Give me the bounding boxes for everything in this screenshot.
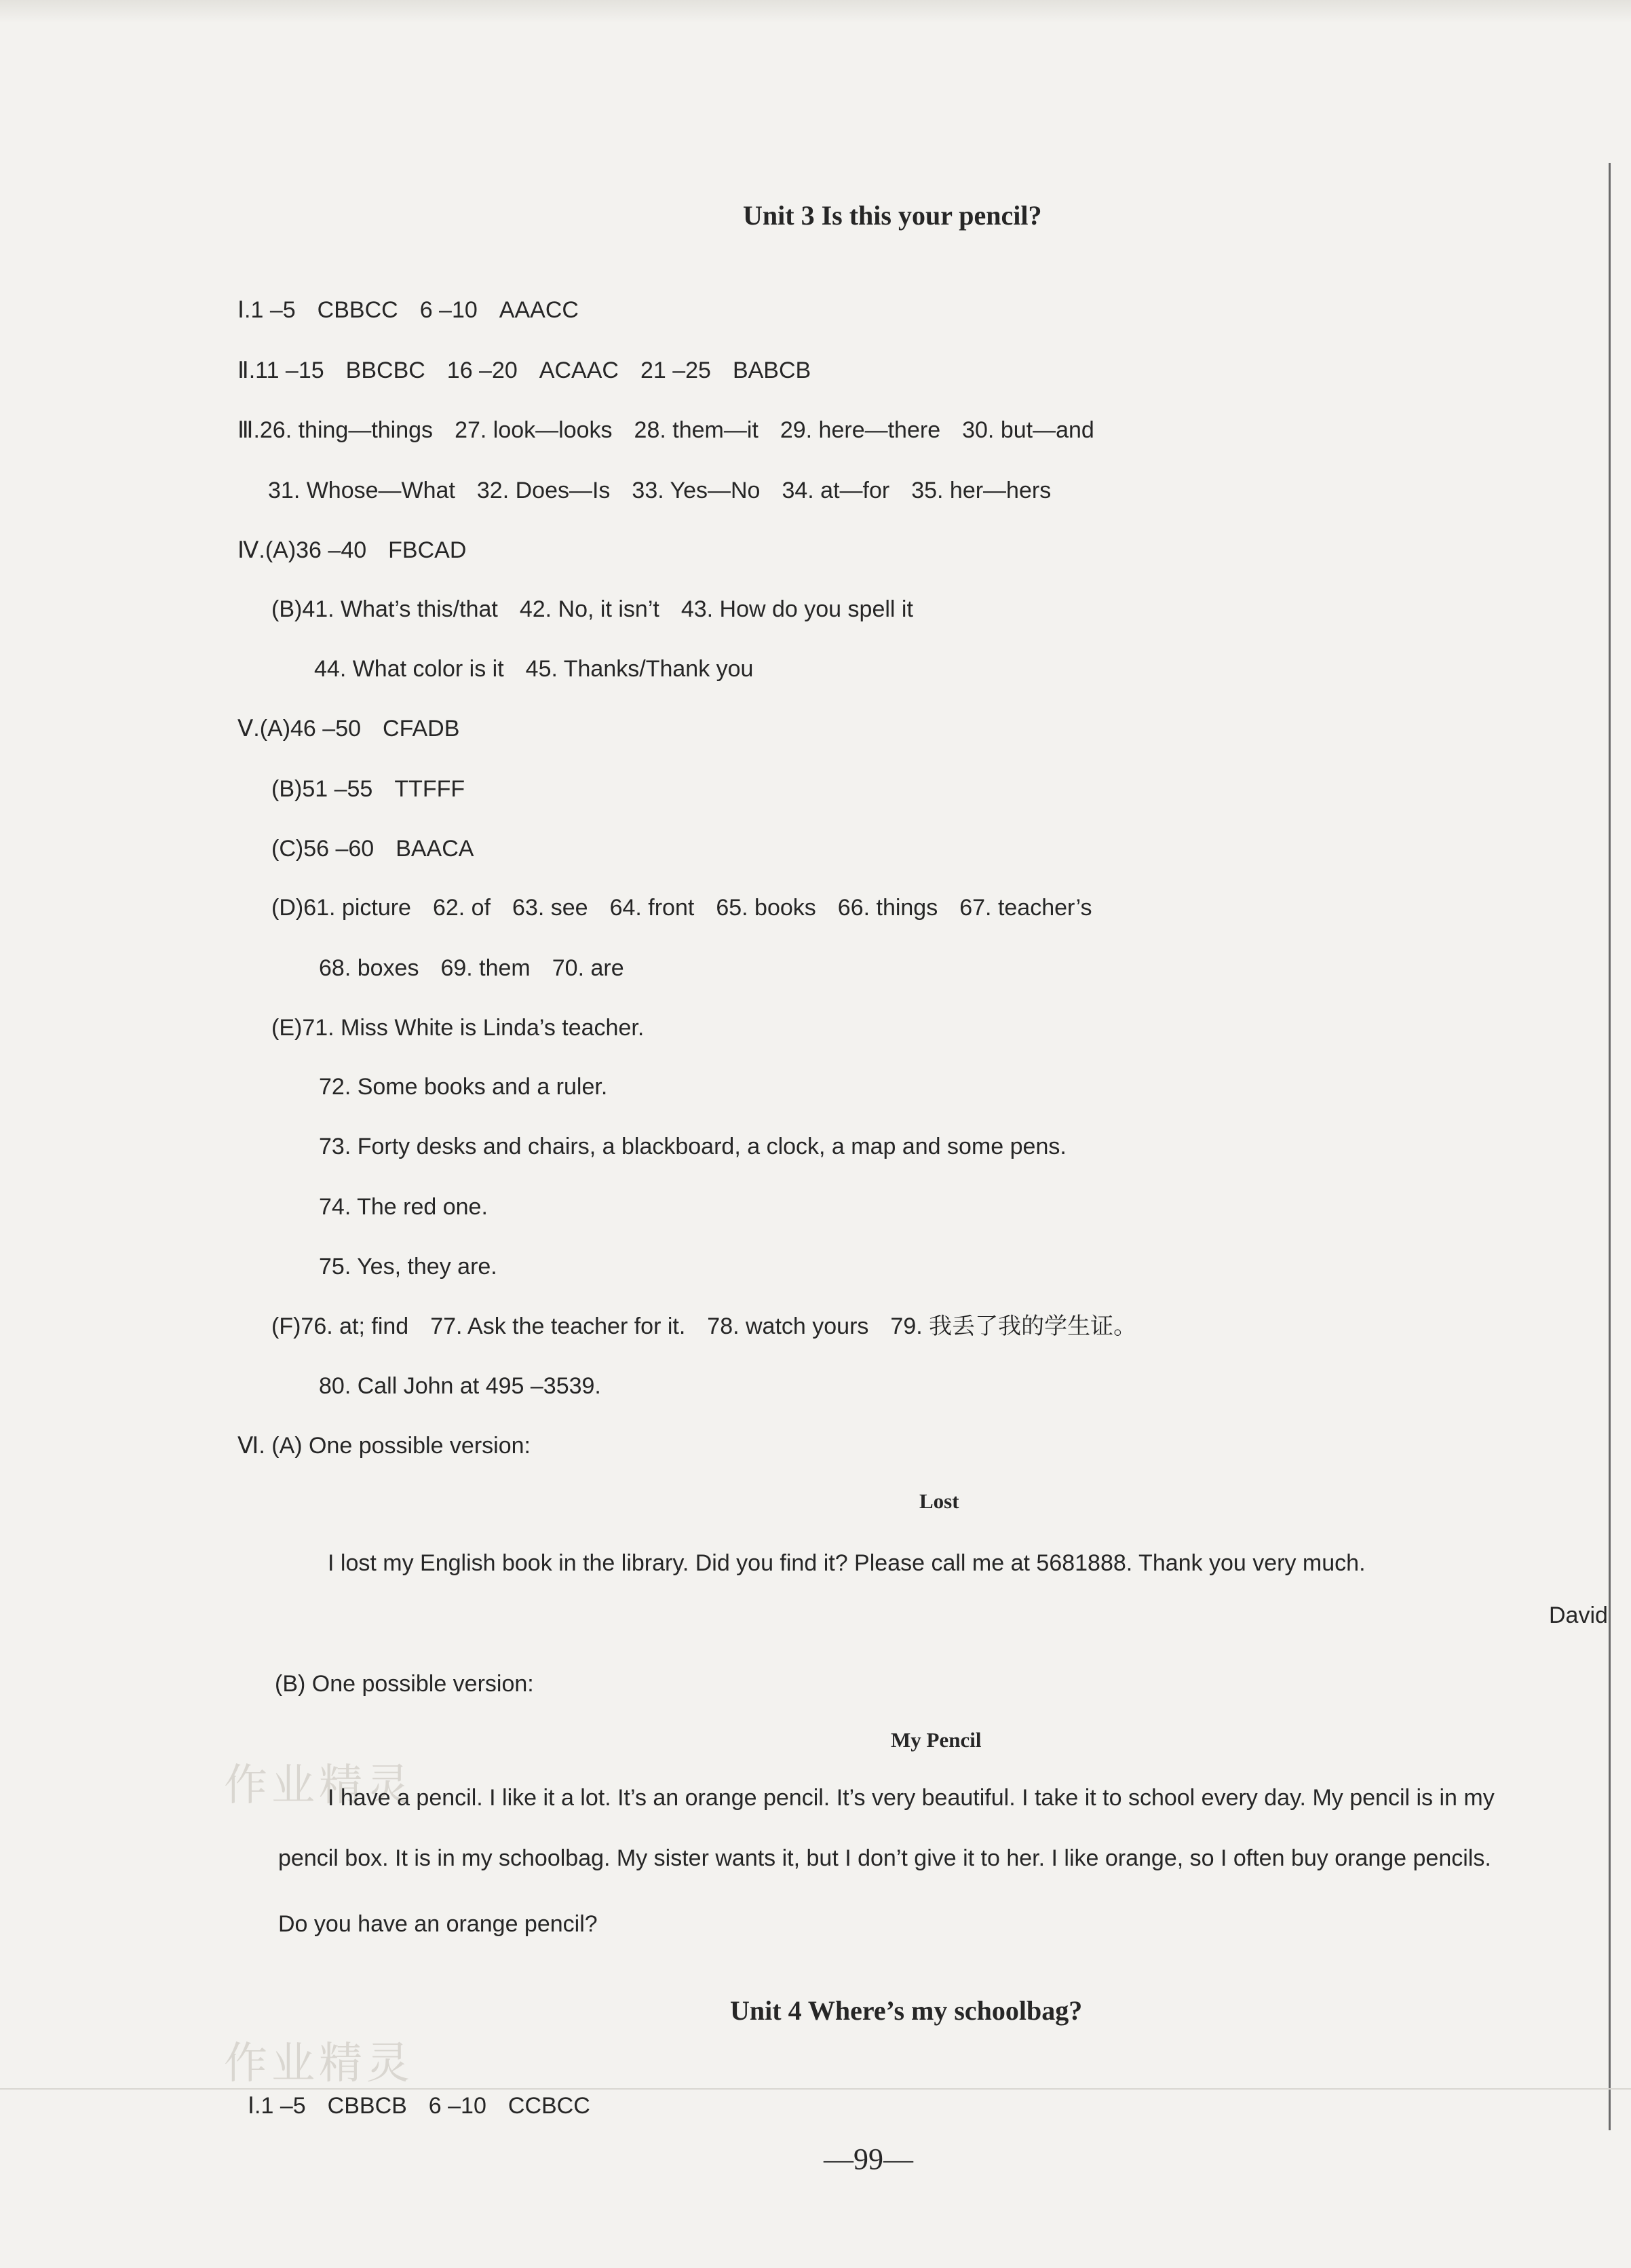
essay-b-title: My Pencil xyxy=(891,1728,982,1752)
section-5f-line2: 80. Call John at 495 –3539. xyxy=(319,1373,601,1399)
section-5a: Ⅴ.(A)46 –50 CFADB xyxy=(237,716,460,742)
section-6b-heading: (B) One possible version: xyxy=(275,1671,534,1697)
unit4-section-1: Ⅰ.1 –5 CBBCB 6 –10 CCBCC xyxy=(248,2093,590,2119)
section-5f-line1: (F)76. at; find 77. Ask the teacher for it. 78. watch yours 79. 我丢了我的学生证。 xyxy=(271,1313,1137,1339)
section-5e-line3: 73. Forty desks and chairs, a blackboard, a clock, a map and some pens. xyxy=(319,1134,1067,1159)
essay-b-line1: I have a pencil. I like it a lot. It’s an orange pencil. It’s very beautiful. I take it to school every day. My pencil is in my xyxy=(328,1785,1495,1811)
section-1: Ⅰ.1 –5 CBBCC 6 –10 AAACC xyxy=(237,297,579,323)
essay-b-line3: Do you have an orange pencil? xyxy=(278,1911,598,1937)
section-5e-line4: 74. The red one. xyxy=(319,1194,488,1220)
section-3-line2: 31. Whose—What 32. Does—Is 33. Yes—No 34. at—for 35. her—hers xyxy=(268,478,1052,503)
unit4-title: Unit 4 Where’s my schoolbag? xyxy=(730,1995,1083,2026)
section-5d-line2: 68. boxes 69. them 70. are xyxy=(319,955,624,981)
section-5e-line1: (E)71. Miss White is Linda’s teacher. xyxy=(271,1015,645,1041)
section-5b: (B)51 –55 TTFFF xyxy=(271,776,465,802)
section-5d-line1: (D)61. picture 62. of 63. see 64. front 65. books 66. things 67. teacher’s xyxy=(271,895,1092,921)
section-3-line1: Ⅲ.26. thing—things 27. look—looks 28. them—it 29. here—there 30. but—and xyxy=(237,417,1094,443)
section-4b-line1: (B)41. What’s this/that 42. No, it isn’t 43. How do you spell it xyxy=(271,596,913,622)
essay-a-body: I lost my English book in the library. Did you find it? Please call me at 5681888. Thank you very much. xyxy=(328,1550,1366,1576)
right-margin-rule xyxy=(1609,163,1611,2130)
unit3-title: Unit 3 Is this your pencil? xyxy=(743,200,1042,231)
page-number: —99— xyxy=(824,2142,913,2176)
essay-a-title: Lost xyxy=(919,1489,959,1513)
watermark: 作业精灵 xyxy=(224,1761,414,1811)
section-4a: Ⅳ.(A)36 –40 FBCAD xyxy=(237,537,467,563)
section-5c: (C)56 –60 BAACA xyxy=(271,836,474,862)
section-2: Ⅱ.11 –15 BBCBC 16 –20 ACAAC 21 –25 BABCB xyxy=(237,358,811,383)
section-6a-heading: Ⅵ. (A) One possible version: xyxy=(237,1433,531,1459)
essay-a-signature: David xyxy=(1549,1602,1608,1628)
section-5e-line2: 72. Some books and a ruler. xyxy=(319,1074,608,1100)
essay-b-line2: pencil box. It is in my schoolbag. My sister wants it, but I don’t give it to her. I like orange, so I often buy orange pencils. xyxy=(278,1845,1491,1871)
watermark: 作业精灵 xyxy=(224,2039,414,2089)
section-5e-line5: 75. Yes, they are. xyxy=(319,1254,497,1280)
top-shadow xyxy=(0,0,1631,23)
section-4b-line2: 44. What color is it 45. Thanks/Thank you xyxy=(314,656,754,682)
